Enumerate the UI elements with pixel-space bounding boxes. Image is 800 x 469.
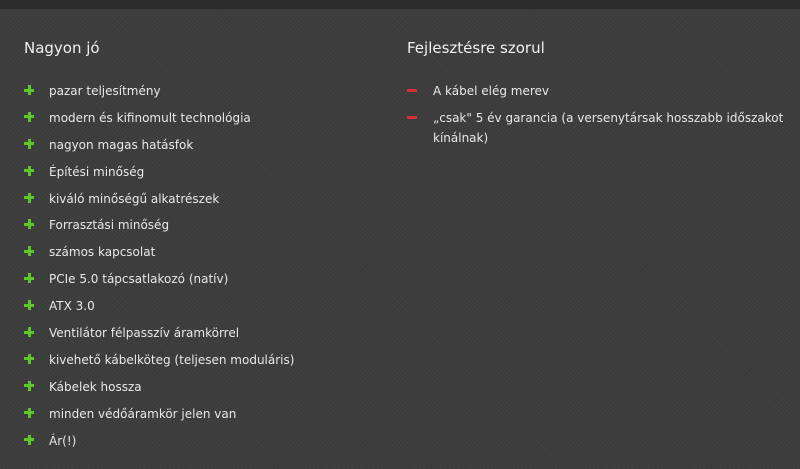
pros-column (24, 38, 384, 448)
plus-icon (24, 327, 34, 337)
pros-list (24, 81, 294, 457)
list-item (24, 215, 294, 235)
plus-icon (24, 219, 34, 229)
list-item (24, 135, 294, 155)
pros-item-label: minden védőáramkör jelen van (49, 406, 237, 421)
plus-icon (24, 354, 34, 364)
list-item (407, 81, 787, 101)
plus-icon (24, 246, 34, 256)
plus-icon (24, 381, 34, 391)
list-item (24, 323, 294, 343)
cons-title: Fejlesztésre szorul (407, 39, 545, 57)
minus-icon (407, 85, 417, 95)
cons-list (407, 81, 787, 155)
pros-item-label: modern és kifinomult technológia (49, 110, 251, 125)
cons-column (407, 38, 787, 145)
pros-item-label: Forrasztási minőség (49, 218, 170, 233)
pros-item-label: kiváló minőségű alkatrészek (49, 191, 220, 206)
list-item (24, 431, 294, 451)
list-item (24, 350, 294, 370)
list-item (24, 242, 294, 262)
plus-icon (24, 166, 34, 176)
plus-icon (24, 273, 34, 283)
plus-icon (24, 85, 34, 95)
plus-icon (24, 435, 34, 445)
list-item (24, 377, 294, 397)
plus-icon (24, 408, 34, 418)
list-item (24, 162, 294, 182)
minus-icon (407, 112, 417, 122)
plus-icon (24, 112, 34, 122)
pros-item-label: Építési minőség (49, 164, 145, 179)
list-item (24, 108, 294, 128)
pros-item-label: Ár(!) (49, 433, 77, 448)
plus-icon (24, 300, 34, 310)
cons-item-label: A kábel elég merev (433, 84, 550, 98)
pros-item-label: ATX 3.0 (49, 299, 95, 314)
pros-item-label: Ventilátor félpasszív áramkörrel (49, 326, 240, 341)
list-item (24, 296, 294, 316)
plus-icon (24, 193, 34, 203)
list-item (24, 189, 294, 209)
list-item (24, 404, 294, 424)
pros-item-label: kivehető kábelköteg (teljesen moduláris) (49, 352, 295, 367)
pros-item-label: pazar teljesítmény (49, 84, 161, 98)
list-item (24, 81, 294, 101)
pros-item-label: Kábelek hossza (49, 379, 142, 394)
list-item (24, 269, 294, 289)
pros-item-label: számos kapcsolat (49, 245, 156, 260)
list-item (407, 108, 787, 148)
pros-title: Nagyon jó (24, 39, 100, 57)
pros-item-label: nagyon magas hatásfok (49, 137, 194, 152)
plus-icon (24, 139, 34, 149)
pros-item-label: PCIe 5.0 tápcsatlakozó (natív) (49, 272, 229, 287)
cons-item-label: „csak" 5 év garancia (a versenytársak hosszabb időszakot kínálnak) (433, 111, 784, 145)
top-bar (0, 0, 800, 9)
